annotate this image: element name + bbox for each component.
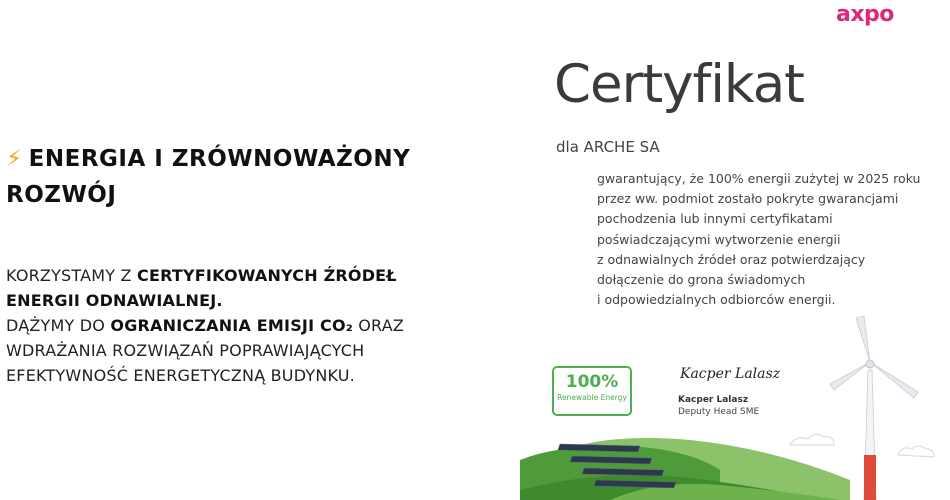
certificate-title: Certyfikat xyxy=(554,54,804,115)
p4-text: EFEKTYWNOŚĆ ENERGETYCZNĄ BUDYNKU. xyxy=(6,366,355,385)
certificate-line: pochodzenia lub innymi certyfikatami xyxy=(597,211,833,227)
certificate-body xyxy=(597,169,937,310)
p2-bold: OGRANICZANIA EMISJI CO₂ xyxy=(110,316,353,335)
cloud-icon xyxy=(898,446,934,457)
signer-name: Kacper Lalasz xyxy=(678,395,749,405)
p1-text: KORZYSTAMY Z xyxy=(6,266,138,285)
heading-line-1: ENERGIA I ZRÓWNOWAŻONY xyxy=(28,146,411,172)
badge-label: Renewable Energy xyxy=(557,393,627,402)
p2-text: DĄŻYMY DO xyxy=(6,316,111,335)
certificate-image xyxy=(520,0,950,500)
turbine-hub xyxy=(866,360,874,368)
description-paragraph xyxy=(6,263,506,388)
renewable-energy-badge xyxy=(552,366,632,416)
turbine-blade xyxy=(870,362,918,398)
p1-bold-2: ENERGII ODNAWIALNEJ. xyxy=(6,291,223,310)
turbine-base-stripe xyxy=(864,455,876,500)
p2-post: ORAZ xyxy=(352,316,405,335)
axpo-logo: axpo xyxy=(836,2,894,27)
handwritten-signature: Kacper Lalasz xyxy=(680,366,781,382)
certificate-line: poświadczającymi wytworzenie energii xyxy=(597,231,841,247)
signer-role: Deputy Head SME xyxy=(678,407,760,417)
certificate-line: z odnawialnych źródeł oraz potwierdzający xyxy=(597,251,866,267)
certificate-line: gwarantujący, że 100% energii zużytej w 2025 roku xyxy=(597,171,921,186)
turbine-blade xyxy=(856,316,870,362)
turbine-blade xyxy=(830,362,870,390)
section-heading xyxy=(6,141,506,213)
certificate-line: przez ww. podmiot zostało pokryte gwarancjami xyxy=(597,191,899,207)
p1-bold-1: CERTYFIKOWANYCH ŹRÓDEŁ xyxy=(137,266,397,285)
heading-line-2: ROZWÓJ xyxy=(6,182,117,208)
badge-percent: 100% xyxy=(565,372,619,392)
cloud-icon xyxy=(790,434,834,445)
p3-text: WDRAŻANIA ROZWIĄZAŃ POPRAWIAJĄCYCH xyxy=(6,341,365,360)
certificate-line: dołączenie do grona świadomych xyxy=(597,272,806,288)
certificate-line: i odpowiedzialnych odbiorców energii. xyxy=(597,292,836,308)
lightning-bolt-icon: ⚡ xyxy=(6,146,23,172)
certificate-recipient: dla ARCHE SA xyxy=(556,138,660,156)
